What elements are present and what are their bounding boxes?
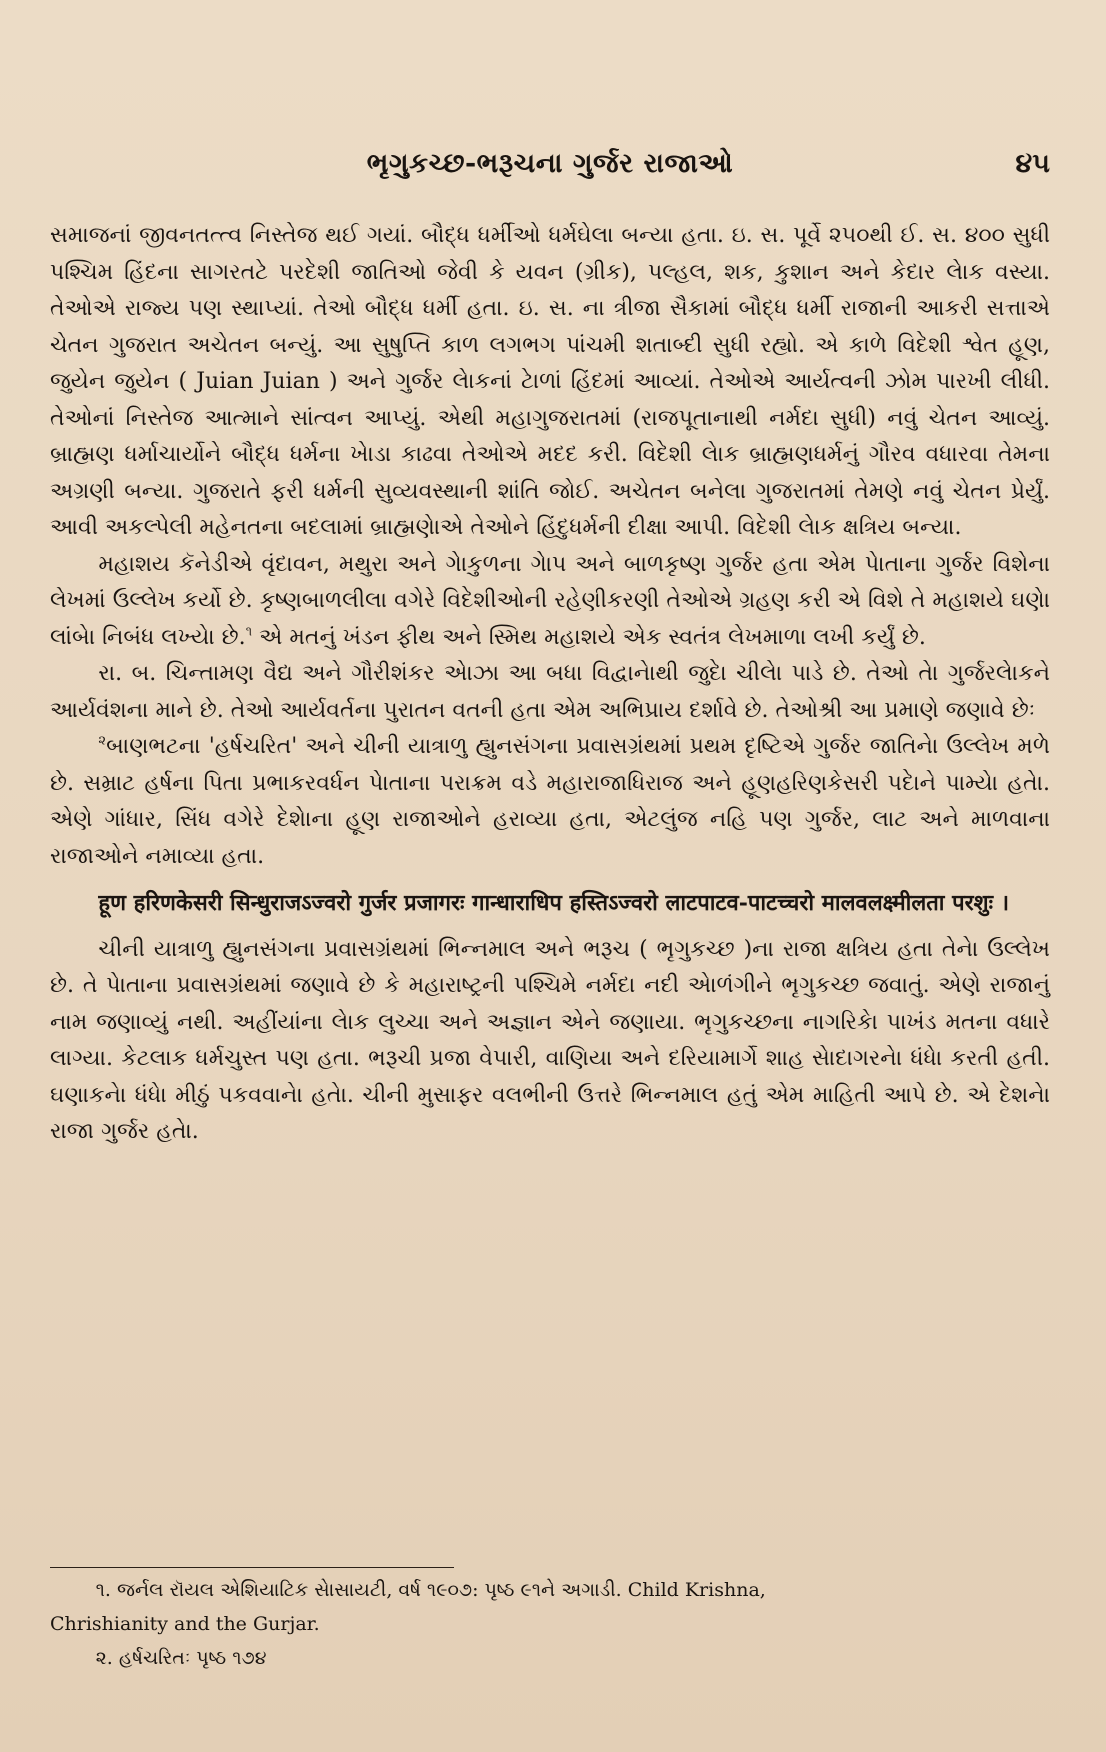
- footnote-ref-2: ૨: [98, 733, 107, 749]
- footnote-1: ૧. જર્નલ રૉયલ એશિયાટિક સેાસાયટી, વર્ષ ૧૯૦૭: પૃષ્ઠ ૯૧ને અગાડી. Child Krishna,: [95, 1579, 766, 1601]
- paragraph-2-text: મહાશય કૅનેડીએ વૃંદાવન, મથુરા અને ગેાકુળના ગેાપ અને બાળકૃષ્ણ ગુર્જર હતા એમ પેાતાના ગુર્જર વિશેના લેખમાં ઉલ્લેખ કર્યો છે. કૃષ્ણબાળલીલા વગેરે વિદેશીઓની રહેણીકરણી તેઓએ ગ્રહણ કરી એ વિશે તે મહાશયે ઘણેા લાંબેા નિબંધ લખ્યેા છે.: [50, 551, 1050, 650]
- body-text: [50, 218, 1050, 1151]
- paragraph-5: ચીની યાત્રાળુ હ્યુનસંગના પ્રવાસગ્રંથમાં ભિન્નમાલ અને ભરૂચ ( ભૃગુકચ્છ )ના રાજા ક્ષત્રિય હતા તેનેા ઉલ્લેખ છે. તે પેાતાના પ્રવાસગ્રંથમાં જણાવે છે કે મહારાષ્ટ્રની પશ્ચિમે નર્મદા નદી એાળંગીને ભૃગુકચ્છ જવાતું. એણે રાજાનું નામ જણાવ્યું નથી. અહીંયાંના લેાક લુચ્ચા અને અજ્ઞાન એને જણાયા. ભૃગુકચ્છના નાગરિકેા પાખંડ મતના વધારે લાગ્યા. કેટલાક ધર્મચુસ્ત પણ હતા. ભરૂચી પ્રજા વેપારી, વાણિયા અને દરિયામાર્ગે શાહ સેાદાગરનેા ધંધેા કરતી હતી. ઘણાકનેા ધંધેા મીઠું પકવવાનેા હતેા. ચીની મુસાફર વલભીની ઉત્તરે ભિન્નમાલ હતું એમ માહિતી આપે છે. એ દેશનેા રાજા ગુર્જર હતેા.: [50, 936, 1050, 1144]
- sanskrit-verse: हूण हरिणकेसरी सिन्धुराजऽज्वरो गुर्जर प्रजागरः गान्धाराधिप हस्तिऽज्वरो लाटपाटव-पाटच्चरो मालवलक्ष्मीलता परशुः ।: [98, 890, 1010, 916]
- page-number: ૪૫: [1015, 148, 1050, 179]
- footnote-ref-1: ૧: [245, 624, 253, 640]
- paragraph-4-text: બાણભટના 'હર્ષચરિત' અને ચીની યાત્રાળુ હ્યુનસંગના પ્રવાસગ્રંથમાં પ્રથમ દૃષ્ટિએ ગુર્જર જાતિનેા ઉલ્લેખ મળે છે. સમ્રાટ હર્ષના પિતા પ્રભાકરવર્ધન પેાતાના પરાક્રમ વડે મહારાજાધિરાજ અને હૂણહરિણકેસરી પદેાને પામ્યેા હતેા. એણે ગાંધાર, સિંધ વગેરે દેશેાના હૂણ રાજાઓને હરાવ્યા હતા, એટલુંજ નહિ પણ ગુર્જર, લાટ અને માળવાના રાજાઓને નમાવ્યા હતા.: [50, 734, 1050, 869]
- page-header: [50, 148, 1050, 192]
- footnotes: [50, 1573, 1050, 1675]
- footnote-divider: [50, 1567, 454, 1568]
- footnote-1-continued: Chrishianity and the Gurjar.: [50, 1613, 320, 1635]
- paragraph-1: સમાજનાં જીવનતત્ત્વ નિસ્તેજ થઈ ગયાં. બૌદ્ધ ધર્મીઓ ધર્મઘેલા બન્યા હતા. ઇ. સ. પૂર્વે ૨૫૦થી ઈ. સ. ૪૦૦ સુધી પશ્ચિમ હિંદના સાગરતટે પરદેશી જાતિઓ જેવી કે યવન (ગ્રીક), પલ્હલ, શક, કુશાન અને કેદાર લેાક વસ્યા. તેઓએ રાજ્ય પણ સ્થાપ્યાં. તેઓ બૌદ્ધ ધર્મી હતા. ઇ. સ. ના ત્રીજા સૈકામાં બૌદ્ધ ધર્મી રાજાની આકરી સત્તાએ ચેતન ગુજરાત અચેતન બન્યું. આ સુષુપ્તિ કાળ લગભગ પાંચમી શતાબ્દી સુધી રહ્યો. એ કાળે વિદેશી શ્વેત હૂણ, જુયેન જુયેન ( Juian Juian ) અને ગુર્જર લેાકનાં ટેાળાં હિંદમાં આવ્યાં. તેઓએ આર્યત્વની ઝોમ પારખી લીધી. તેઓનાં નિસ્તેજ આત્માને સાંત્વન આપ્યું. એથી મહાગુજરાતમાં (રાજપૂતાનાથી નર્મદા સુધી) નવું ચેતન આવ્યું. બ્રાહ્મણ ધર્માચાર્યોને બૌદ્ધ ધર્મના ખેાડા કાઢવા તેઓએ મદદ કરી. વિદેશી લેાક બ્રાહ્મણધર્મનું ગૌરવ વધારવા તેમના અગ્રણી બન્યા. ગુજરાતે ફરી ધર્મની સુવ્યવસ્થાની શાંતિ જોઈ. અચેતન બનેલા ગુજરાતમાં તેમણે નવું ચેતન પ્રેર્યું. આવી અકલ્પેલી મહેનતના બદલામાં બ્રાહ્મણેાએ તેઓને હિંદુધર્મની દીક્ષા આપી. વિદેશી લેાક ક્ષત્રિય બન્યા.: [50, 223, 1050, 540]
- paragraph-3: રા. બ. ચિન્તામણ વૈદ્ય અને ગૌરીશંકર એાઝા આ બધા વિદ્વાનેાથી જુદેા ચીલેા પાડે છે. તેઓ તેા ગુર્જરલેાકને આર્યવંશના માને છે. તેઓ આર્યવર્તના પુરાતન વતની હતા એમ અભિપ્રાય દર્શાવે છે. તેઓશ્રી આ પ્રમાણે જણાવે છેઃ: [50, 661, 1050, 723]
- running-title: ભૃગુકચ્છ-ભરૂચના ગુર્જર રાજાઓ: [366, 148, 734, 179]
- paragraph-2: [50, 547, 1050, 657]
- footnote-2: ૨. હર્ષચરિતઃ પૃષ્ઠ ૧૭૪: [95, 1647, 267, 1669]
- paragraph-2b-text: એ મતનું ખંડન ફીથ અને સ્મિથ મહાશયે એક સ્વતંત્ર લેખમાળા લખી કર્યું છે.: [259, 624, 926, 650]
- paragraph-4: [50, 729, 1050, 875]
